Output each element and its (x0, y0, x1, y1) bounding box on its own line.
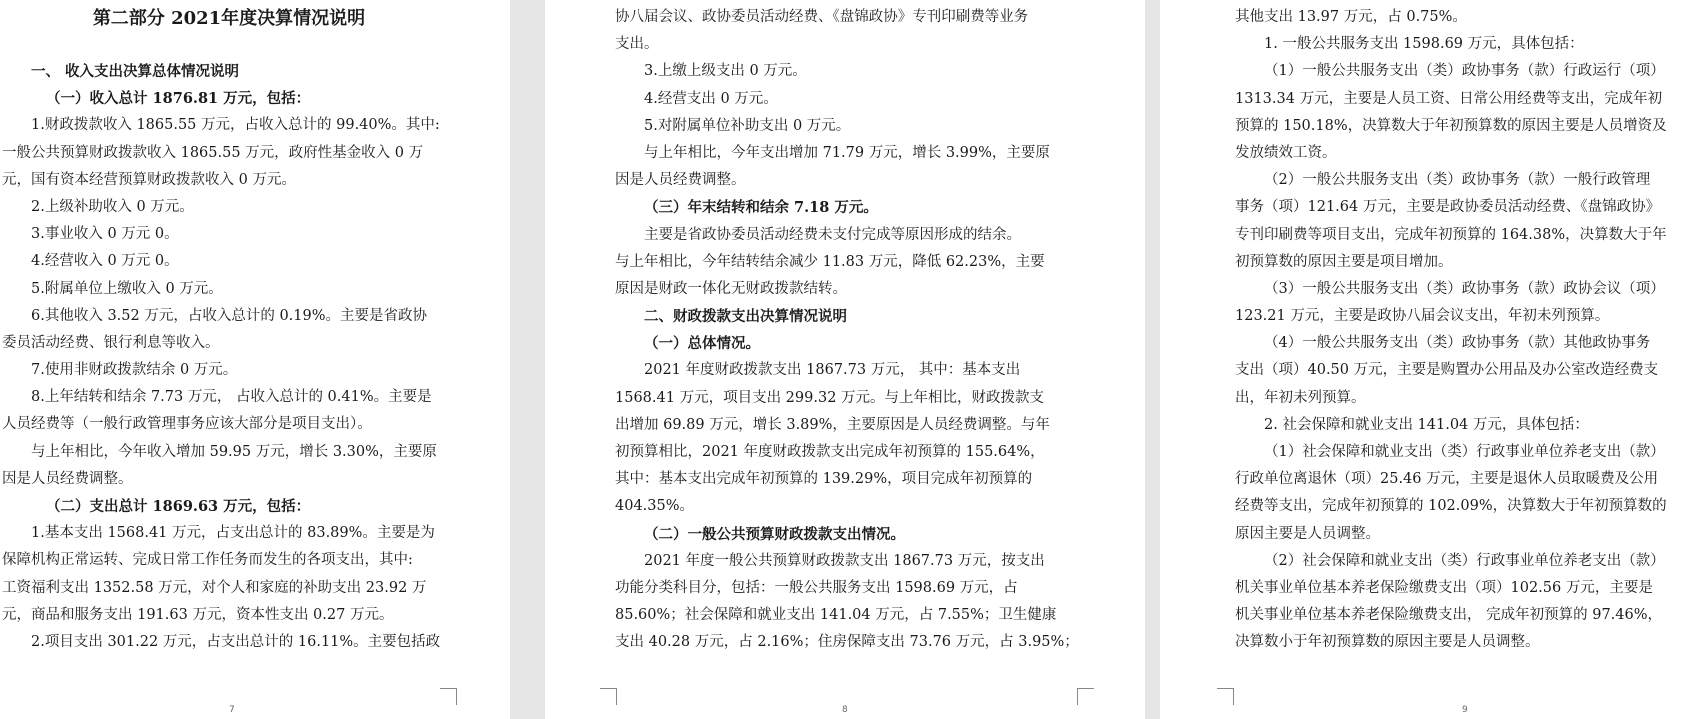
text-line: （三）年末结转和结余 7.18 万元。 (644, 199, 878, 217)
text-line: 8.上年结转和结余 7.73 万元， 占收入总计的 0.41%。主要是 (31, 389, 432, 406)
text-line: 委员活动经费、银行利息等收入。 (2, 334, 220, 351)
text-line: 2021 年度财政拨款支出 1867.73 万元， 其中：基本支出 (644, 362, 1021, 379)
page-content (1235, 4, 1690, 657)
text-line: 2. 社会保障和就业支出 141.04 万元，具体包括： (1264, 416, 1589, 433)
page-content (2, 4, 456, 656)
text-line: 原因是财政一体化无财政拨款结转。 (615, 280, 847, 297)
text-line: 404.35%。 (615, 498, 695, 515)
text-line: （2）一般公共服务支出（类）政协事务（款）一般行政管理 (1264, 172, 1651, 189)
text-line: 2.上级补助收入 0 万元。 (31, 198, 194, 215)
text-line: 二、财政拨款支出决算情况说明 (644, 308, 847, 326)
text-line: 因是人员经费调整。 (2, 470, 133, 487)
text-line: 与上年相比，今年收入增加 59.95 万元，增长 3.30%，主要原 (31, 443, 437, 460)
page-corner-mark (1217, 688, 1234, 705)
text-line: 决算数小于年初预算数的原因主要是人员调整。 (1235, 634, 1540, 651)
text-line: 经费等支出，完成年初预算的 102.09%，决算数大于年初预算数的 (1235, 498, 1667, 515)
page-corner-mark (440, 688, 457, 705)
text-line: 85.60%；社会保障和就业支出 141.04 万元，占 7.55%；卫生健康 (615, 607, 1057, 624)
text-line: 保障机构正常运转、完成日常工作任务而发生的各项支出，其中: (2, 552, 413, 569)
document-page-9 (1160, 0, 1694, 719)
text-lines (2, 58, 456, 656)
text-line: 3.事业收入 0 万元 0。 (31, 226, 179, 243)
text-line: （1）一般公共服务支出（类）政协事务（款）行政运行（项） (1264, 63, 1665, 80)
text-line: 主要是省政协委员活动经费未支付完成等原因形成的结余。 (644, 226, 1021, 243)
text-line: 4.经营收入 0 万元 0。 (31, 253, 179, 270)
text-line: 5.对附属单位补助支出 0 万元。 (644, 117, 851, 134)
text-line: 1. 一般公共服务支出 1598.69 万元，具体包括： (1264, 36, 1584, 53)
text-line: 专刊印刷费等项目支出，完成年初预算的 164.38%，决算数大于年 (1235, 226, 1667, 243)
page-number: 7 (229, 705, 235, 715)
document-page-7 (0, 0, 510, 719)
text-lines (1235, 4, 1690, 657)
text-line: 协八届会议、政协委员活动经费、《盘锦政协》专刊印刷费等业务 (615, 9, 1029, 25)
page-corner-mark (600, 688, 617, 705)
page-number: 8 (842, 705, 848, 715)
text-line: （3）一般公共服务支出（类）政协事务（款）政协会议（项） (1264, 280, 1665, 297)
text-line: 7.使用非财政拨款结余 0 万元。 (31, 362, 238, 379)
text-line: 初预算数的原因主要是项目增加。 (1235, 253, 1453, 270)
text-line: 事务（项）121.64 万元，主要是政协委员活动经费、《盘锦政协》 (1235, 199, 1661, 216)
text-line: 1.基本支出 1568.41 万元，占支出总计的 83.89%。主要是为 (31, 525, 435, 542)
section-title: 第二部分 2021年度决算情况说明 (92, 8, 366, 29)
text-line: 2021 年度一般公共预算财政拨款支出 1867.73 万元，按支出 (644, 552, 1045, 569)
document-page-8 (545, 0, 1145, 719)
text-line: 元，商品和服务支出 191.63 万元，资本性支出 0.27 万元。 (2, 606, 394, 623)
text-line: 与上年相比，今年支出增加 71.79 万元，增长 3.99%，主要原 (644, 144, 1050, 161)
text-line: 元，国有资本经营预算财政拨款收入 0 万元。 (2, 171, 296, 188)
text-line: 1313.34 万元，主要是人员工资、日常公用经费等支出，完成年初 (1235, 90, 1663, 107)
text-line: 功能分类科目分，包括：一般公共服务支出 1598.69 万元，占 (615, 579, 1018, 596)
text-line: 支出 40.28 万元，占 2.16%；住房保障支出 73.76 万元，占 3.95%； (615, 634, 1079, 651)
text-line: 行政单位离退休（项）25.46 万元，主要是退休人员取暖费及公用 (1235, 471, 1659, 488)
text-line: （4）一般公共服务支出（类）政协事务（款）其他政协事务 (1264, 335, 1651, 352)
text-line: 原因主要是人员调整。 (1235, 525, 1380, 542)
text-line: （二）支出总计 1869.63 万元，包括： (46, 498, 311, 515)
text-line: 1568.41 万元，项目支出 299.32 万元。与上年相比，财政拨款支 (615, 389, 1045, 406)
text-lines (615, 4, 1079, 657)
text-line: 一般公共预算财政拨款收入 1865.55 万元，政府性基金收入 0 万 (2, 144, 424, 161)
text-line: 4.经营支出 0 万元。 (644, 90, 778, 107)
text-line: （2）社会保障和就业支出（类）行政事业单位养老支出（款） (1264, 552, 1665, 569)
text-line: 发放绩效工资。 (1235, 144, 1337, 161)
text-line: 机关事业单位基本养老保险缴费支出， 完成年初预算的 97.46%， (1235, 607, 1663, 624)
text-line: 一、 收入支出决算总体情况说明 (31, 63, 240, 80)
text-line: （二）一般公共预算财政拨款支出情况。 (644, 525, 905, 543)
text-line: 机关事业单位基本养老保险缴费支出（项）102.56 万元，主要是 (1235, 579, 1653, 596)
text-line: 支出（项）40.50 万元，主要是购置办公用品及办公室改造经费支 (1235, 362, 1659, 379)
text-line: 6.其他收入 3.52 万元，占收入总计的 0.19%。主要是省政协 (31, 307, 428, 324)
text-line: 2.项目支出 301.22 万元，占支出总计的 16.11%。主要包括政 (31, 633, 441, 650)
text-line: 其中：基本支出完成年初预算的 139.29%，项目完成年初预算的 (615, 471, 1033, 488)
page-content (615, 4, 1079, 657)
text-line: 123.21 万元，主要是政协八届会议支出，年初未列预算。 (1235, 308, 1610, 325)
text-line: 与上年相比，今年结转结余减少 11.83 万元，降低 62.23%，主要 (615, 253, 1045, 270)
text-line: 1.财政拨款收入 1865.55 万元，占收入总计的 99.40%。其中: (31, 117, 440, 134)
text-line: 3.上缴上级支出 0 万元。 (644, 63, 807, 80)
text-line: 因是人员经费调整。 (615, 172, 746, 189)
text-line: 5.附属单位上缴收入 0 万元。 (31, 280, 223, 297)
text-line: 其他支出 13.97 万元，占 0.75%。 (1235, 9, 1467, 25)
text-line: 出，年初未列预算。 (1235, 389, 1366, 406)
text-line: 支出。 (615, 36, 659, 53)
page-corner-mark (1077, 688, 1094, 705)
text-line: （1）社会保障和就业支出（类）行政事业单位养老支出（款） (1264, 444, 1665, 460)
text-line: （一）总体情况。 (644, 335, 760, 353)
text-line: （一）收入总计 1876.81 万元，包括： (46, 90, 311, 108)
text-line: 出增加 69.89 万元，增长 3.89%，主要原因是人员经费调整。与年 (615, 416, 1050, 433)
page-number: 9 (1462, 705, 1468, 715)
text-line: 预算的 150.18%，决算数大于年初预算数的原因主要是人员增资及 (1235, 117, 1667, 134)
text-line: 初预算相比，2021 年度财政拨款支出完成年初预算的 155.64%， (615, 444, 1045, 460)
text-line: 人员经费等（一般行政管理事务应该大部分是项目支出）。 (2, 416, 372, 433)
text-line: 工资福利支出 1352.58 万元，对个人和家庭的补助支出 23.92 万 (2, 579, 427, 596)
